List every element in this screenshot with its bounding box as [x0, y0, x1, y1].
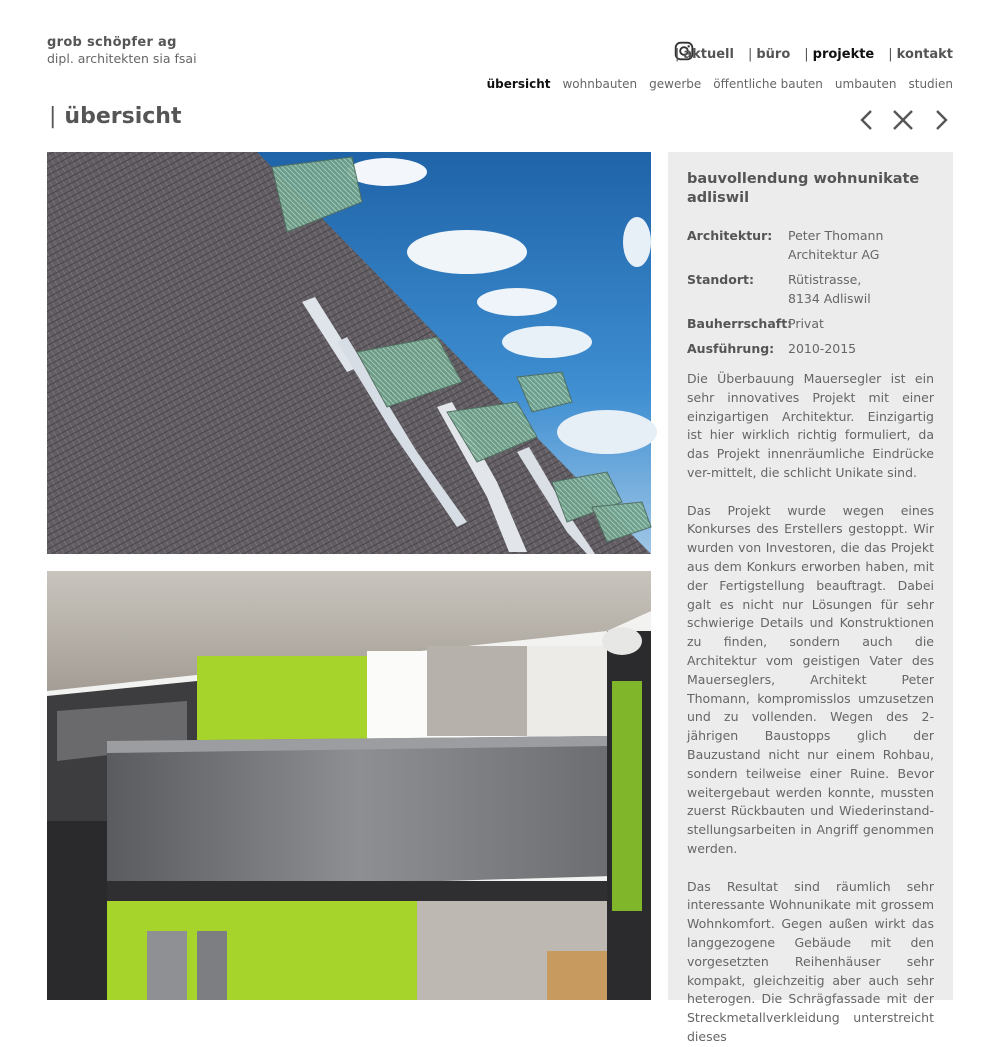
project-description-paragraph: Das Resultat sind räumlich sehr interessante Wohnunikate mit grossem Wohnkomfort. Gegen außen wirkt das langgezogene Gebäude mit den vorgesetzten Reihenhäuser sehr kompakt, gleichzeitig aber auch sehr heterogen. Die Schrägfassade mit der Streckmetallverkleidung unterstreicht dieses [687, 878, 934, 1044]
sub-nav-umbauten[interactable]: umbauten [834, 77, 897, 91]
main-nav-aktuell[interactable]: | aktuell [674, 47, 734, 62]
chevron-right-icon[interactable] [928, 108, 952, 132]
meta-key: Architektur: [687, 228, 773, 243]
close-icon[interactable] [891, 108, 915, 132]
interior-photo-illustration [47, 571, 651, 1000]
page-title: | übersicht [49, 104, 182, 129]
meta-value: Peter Thomann Architektur AG [788, 228, 884, 262]
project-details-panel [668, 152, 953, 1044]
meta-key: Standort: [687, 272, 754, 287]
sub-nav [487, 77, 953, 91]
brand[interactable] [47, 35, 197, 66]
brand-name: grob schöpfer ag [47, 35, 177, 50]
meta-key: Bauherrschaft: [687, 316, 793, 331]
sub-nav-wohnbauten[interactable]: wohnbauten [562, 77, 638, 91]
project-photo-facade[interactable] [47, 152, 651, 554]
brand-subtitle: dipl. architekten sia fsai [47, 51, 197, 66]
meta-key: Ausführung: [687, 341, 775, 356]
meta-value: Rütistrasse, 8134 Adliswil [788, 272, 871, 306]
main-nav-buero[interactable]: | büro [747, 47, 791, 62]
chevron-left-icon[interactable] [856, 108, 880, 132]
meta-value: Privat [788, 316, 824, 331]
main-nav-projekte[interactable]: | projekte [804, 47, 875, 62]
project-meta [687, 226, 934, 358]
sub-nav-oeffentliche-bauten[interactable]: öffentliche bauten [713, 77, 823, 91]
meta-value: 2010-2015 [788, 341, 857, 356]
main-nav-kontakt[interactable]: | kontakt [888, 47, 953, 62]
project-description-paragraph: Die Überbauung Mauersegler ist ein sehr innovatives Projekt mit einer einzigartigen Architektur. Einzigartig ist hier wirklich richtig formuliert, da das Projekt innenräumliche Eindrücke ver-mittelt, die schlicht Unikate sind. [687, 371, 934, 480]
facade-photo-illustration [47, 152, 651, 554]
sub-nav-studien[interactable]: studien [908, 77, 953, 91]
sub-nav-uebersicht[interactable]: übersicht [486, 77, 551, 91]
sub-nav-gewerbe[interactable]: gewerbe [649, 77, 702, 91]
main-nav [675, 47, 953, 62]
project-description-paragraph: Das Projekt wurde wegen eines Konkurses des Erstellers gestoppt. Wir wurden von Investoren, die das Projekt aus dem Konkurs erworben haben, mit der Fertigstellung beauftragt. Dabei galt es nicht nur Lösungen für sehr schwierige Details und Konstruktionen zu finden, sondern auch die Architektur vom geistigen Vater des Mauerseglers, Architekt Peter Thomann, kompromisslos umzusetzen und zu vollenden. Wegen des 2-jährigen Baustopps glich der Bauzustand nicht nur einem Rohbau, sondern teilweise einer Ruine. Bevor weitergebaut werden konnte, mussten zuerst Rückbauten und Wiederinstand-stellungsarbeiten in Angriff genommen werden. [687, 502, 934, 856]
project-title: bauvollendung wohnunikate adliswil [687, 171, 920, 206]
project-photo-interior[interactable] [47, 571, 651, 1000]
